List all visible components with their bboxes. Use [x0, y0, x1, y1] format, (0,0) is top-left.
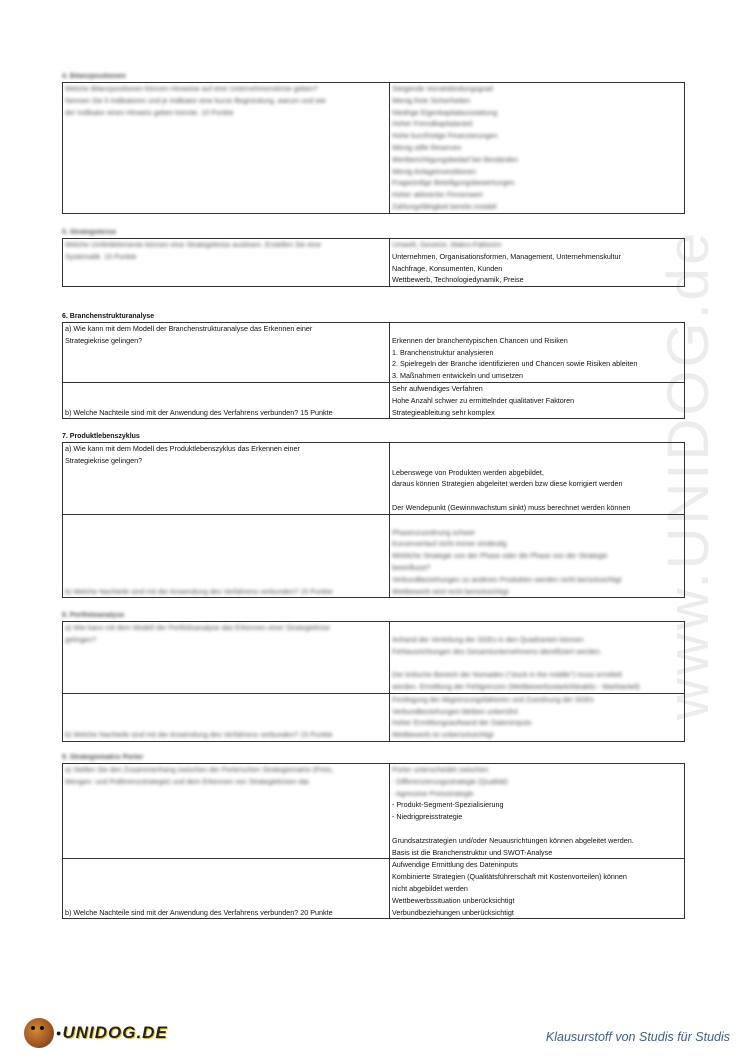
answer-line: Steigende Vorratsbindungsgrad — [392, 84, 493, 93]
table-row — [63, 622, 685, 694]
section-title: 4. Bilanzpositionen — [62, 73, 126, 80]
question-line: a) Wie kann mit dem Modell des Produktlebenszyklus das Erkennen einer — [65, 444, 300, 453]
question-cell — [63, 514, 390, 598]
unidog-logo[interactable] — [24, 1018, 168, 1048]
answer-line: 3. Maßnahmen entwickeln und umsetzen — [392, 371, 524, 381]
section-title: 8. Portfolioanalyse — [62, 612, 125, 619]
answer-line: Hoher Fremdkapitalanteil — [392, 119, 473, 129]
question-line: der Indikator einen Hinweis geben könnte. 10 Punkte — [65, 107, 234, 117]
answer-cell — [390, 859, 685, 919]
answer-line: Umwelt, Gesetze, Makro-Faktoren — [392, 240, 502, 249]
answer-line: daraus können Strategien abgeleitet werden bzw diese korrigiert werden — [392, 479, 623, 489]
answer-cell — [390, 382, 685, 418]
question-line: Systematik. 15 Punkte — [65, 251, 137, 261]
answer-line: - Niedrigpreisstrategie — [392, 812, 463, 822]
answer-line: Der kritische Bereich der Nomaden ("stuck in the middle") muss ermittelt — [392, 670, 622, 680]
answer-line: - Agressive Preisstrategie — [392, 788, 474, 798]
question-line: b) Welche Nachteile sind mit der Anwendung des Verfahrens verbunden? 20 Punkte — [65, 907, 333, 917]
qa-table — [62, 763, 685, 919]
section-s8 — [62, 611, 685, 742]
answer-line: Kurvenverlauf nicht immer eindeutig — [392, 539, 507, 549]
answer-line: Lebenswege von Produkten werden abgebildet, — [392, 467, 544, 477]
answer-line: Porter unterscheidet zwischen — [392, 765, 489, 774]
answer-line: Wettbewerb wird nicht berücksichtigt — [392, 586, 509, 596]
dog-mascot-icon — [24, 1018, 54, 1048]
answer-line: Hoher Ermittlungsaufwand der Datenimputs — [392, 718, 532, 728]
answer-cell — [390, 764, 685, 859]
answer-line: Zahlungsfähigkeit bereits instabil — [392, 201, 497, 211]
answer-line: Unternehmen, Organisationsformen, Management, Unternehmenskultur — [392, 251, 621, 261]
qa-table — [62, 322, 685, 419]
question-line: Strategiekrise gelingen? — [65, 455, 143, 465]
answer-line: Sehr aufwendiges Verfahren — [392, 383, 483, 393]
answer-line: Kombinierte Strategien (Qualitätsführerschaft mit Kostenvorteilen) können — [392, 872, 627, 882]
question-line: a) Wie kann mit dem Modell der Branchenstrukturanalyse das Erkennen einer — [65, 324, 313, 333]
answer-line: Festlegung der Abgrenzungsfaktoren und Zuordnung der SGEs — [392, 694, 594, 704]
answer-cell — [390, 323, 685, 383]
answer-line: werden. Ermittlung der Fehlgrenzen (Wettbewerbsstark/Attraktiv - Marktanteil) — [392, 681, 640, 691]
answer-line: Nachfrage, Konsumenten, Kunden — [392, 263, 503, 273]
answer-line — [392, 515, 682, 527]
question-cell — [63, 83, 390, 214]
answer-line: Wettbewerb, Technologiedynamik, Preise — [392, 275, 524, 285]
answer-line: Hohe kurzfristige Finanzierungen — [392, 131, 498, 141]
question-line: Welche Umfeldelemente können eine Strategiekrise auslösen. Erstellen Sie eine — [65, 240, 321, 249]
table-row — [63, 239, 685, 287]
answer-line — [392, 455, 682, 467]
table-row — [63, 859, 685, 919]
answer-line: 2. Spielregeln der Branche identifizieren und Chancen sowie Risiken ableiten — [392, 359, 638, 369]
answer-line: Verbundbeziehungen unberücksichtigt — [392, 907, 514, 917]
qa-table — [62, 621, 685, 742]
question-line: b) Welche Nachteile sind mit der Anwendung des Verfahrens verbunden? 15 Punkte — [65, 586, 333, 596]
answer-line: nicht abgebildet werden — [392, 883, 468, 893]
question-line: a) Wie kann mit dem Modell der Portfolioanalyse das Erkennen einer Strategiekrise — [65, 623, 330, 632]
question-line: Welche Bilanzpositionen können Hinweise auf eine Unternehmenskrise geben? — [65, 84, 318, 93]
section-s5 — [62, 228, 685, 287]
answer-line — [392, 823, 682, 835]
answer-line — [392, 443, 682, 455]
section-s6 — [62, 312, 685, 419]
answer-line: - Differenzierungsstrategie (Qualität) — [392, 776, 508, 786]
question-cell — [63, 443, 390, 515]
question-line: Mengen- und Präferenzstrategie) und dem Erkennen von Strategiekrisen dar. — [65, 776, 311, 786]
answer-line: Aufwendige Ermittlung des Dateninputs — [392, 860, 518, 870]
paw-icon: ● — [56, 1028, 62, 1038]
section-s4 — [62, 72, 685, 214]
answer-line: Hoher aktivierter Firmenwert — [392, 190, 483, 200]
watermark: www.UNIDOG.de — [656, 229, 721, 720]
table-row — [63, 693, 685, 741]
answer-cell — [390, 693, 685, 741]
question-line: Nennen Sie 5 Indikatoren und je Indikator eine kurze Begründung, warum und wie — [65, 95, 326, 105]
question-cell — [63, 693, 390, 741]
section-s7 — [62, 432, 685, 598]
answer-line: Wettbewerb ist unberücksichtigt — [392, 730, 494, 740]
answer-line: Anhand der Verteilung der SGEs in den Quadranten können — [392, 634, 584, 644]
qa-table — [62, 442, 685, 598]
question-line: a) Stellen Sie den Zusammenhang zwischen der Porterschen Strategiematrix (Preis, — [65, 765, 334, 774]
table-row — [63, 764, 685, 859]
question-cell — [63, 859, 390, 919]
answer-line: Erkennen der branchentypischen Chancen und Risiken — [392, 335, 568, 345]
answer-line — [392, 622, 682, 634]
question-line: gelingen? — [65, 634, 97, 644]
question-line: b) Welche Nachteile sind mit der Anwendung des Verfahrens verbunden? 15 Punkte — [65, 730, 333, 740]
section-s9 — [62, 753, 685, 919]
answer-cell — [390, 83, 685, 214]
answer-line — [392, 657, 682, 669]
answer-line: Basis ist die Branchenstruktur und SWOT-Analyse — [392, 847, 553, 857]
answer-cell — [390, 622, 685, 694]
section-title: 9. Strategiematrix Porter — [62, 754, 144, 761]
answer-line: Wenig stille Reserven — [392, 142, 462, 152]
answer-line: Wertberichtigungsbedarf bei Beständen — [392, 154, 519, 164]
answer-line: Niedrige Eigenkapitalausstattung — [392, 107, 498, 117]
answer-line: Phasenzuordnung schwer — [392, 527, 476, 537]
question-cell — [63, 323, 390, 383]
answer-line: Verbundbeziehungen zu anderen Produkten werden nicht berücksichtigt — [392, 574, 622, 584]
answer-line: Fragwürdige Beteiligungsbewertungen — [392, 178, 515, 188]
answer-line: Wenig Anlageinvestitionen — [392, 166, 477, 176]
answer-line — [392, 323, 682, 335]
answer-line: Der Wendepunkt (Gewinnwachstum sinkt) muss berechnet werden können — [392, 502, 631, 512]
question-cell — [63, 622, 390, 694]
question-line: b) Welche Nachteile sind mit der Anwendung des Verfahrens verbunden? 15 Punkte — [65, 407, 333, 417]
question-line: Strategiekrise gelingen? — [65, 335, 143, 345]
answer-line: Hohe Anzahl schwer zu ermittelnder qualitativer Faktoren — [392, 395, 575, 405]
footer-slogan: Klausurstoff von Studis für Studis — [545, 1030, 730, 1044]
answer-line: Fehlausrichtungen des Gesamtunternehmens identifiziert werden. — [392, 646, 602, 656]
table-row — [63, 443, 685, 515]
brand-text: UNIDOG.DE — [62, 1023, 168, 1042]
qa-table — [62, 238, 685, 287]
qa-table — [62, 82, 685, 214]
answer-cell — [390, 514, 685, 598]
question-cell — [63, 382, 390, 418]
table-row — [63, 323, 685, 383]
answer-line: Wettbewerbssituation unberücksichtigt — [392, 895, 515, 905]
question-cell — [63, 239, 390, 287]
table-row — [63, 83, 685, 214]
section-title: 5. Strategiekrise — [62, 229, 117, 236]
answer-line: Wenig freie Sicherheiten — [392, 95, 471, 105]
answer-cell — [390, 443, 685, 515]
table-row — [63, 514, 685, 598]
section-title: 6. Branchenstrukturanalyse — [62, 313, 155, 320]
answer-line: 1. Branchenstruktur analysieren — [392, 347, 494, 357]
table-row — [63, 382, 685, 418]
answer-line: beeinflusst? — [392, 562, 431, 572]
answer-cell — [390, 239, 685, 287]
answer-line: Grundsatzstrategien und/oder Neuausrichtungen können abgeleitet werden. — [392, 835, 634, 845]
question-cell — [63, 764, 390, 859]
answer-line: Verbundbeziehungen bleiben unberührt — [392, 706, 518, 716]
answer-line: Strategieableitung sehr komplex — [392, 407, 495, 417]
answer-line — [392, 490, 682, 502]
answer-line: - Produkt-Segment-Spezialisierung — [392, 800, 504, 810]
answer-line: Wirkliche Strategie von der Phase oder die Phase von der Strategie — [392, 551, 608, 561]
section-title: 7. Produktlebenszyklus — [62, 433, 140, 440]
